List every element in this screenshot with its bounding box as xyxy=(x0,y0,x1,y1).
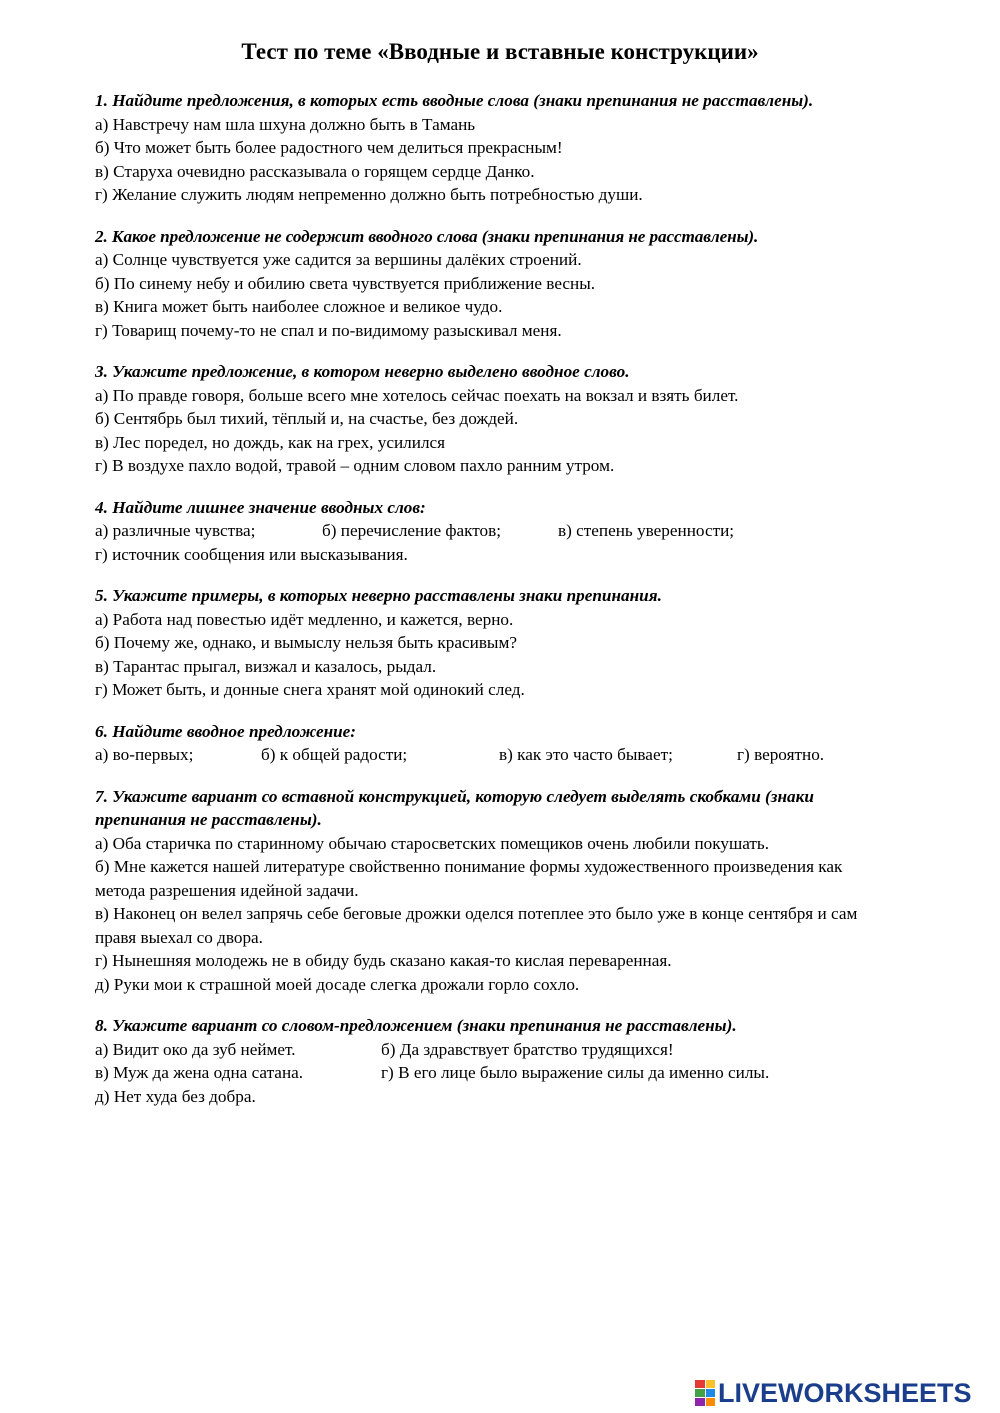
answer-option: а) различные чувства; xyxy=(95,521,256,540)
answer-option: г) Товарищ почему-то не спал и по-видимому разыскивал меня. xyxy=(95,320,562,340)
answer-row xyxy=(95,1061,895,1085)
answer-option: а) Оба старичка по старинному обычаю старосветских помещиков очень любили покушать. xyxy=(95,833,770,853)
question-2 xyxy=(95,225,895,343)
question-heading: 1. Найдите предложения, в которых есть вводные слова (знаки препинания не расставлены). xyxy=(95,91,814,110)
question-3 xyxy=(95,360,895,478)
answer-option: а) По правде говоря, больше всего мне хотелось сейчас поехать на вокзал и взять билет. xyxy=(95,385,739,405)
question-4 xyxy=(95,496,895,567)
question-heading: 3. Укажите предложение, в котором неверно выделено вводное слово. xyxy=(95,362,630,381)
question-heading: 4. Найдите лишнее значение вводных слов: xyxy=(95,497,426,517)
questions-list xyxy=(95,89,895,1126)
answer-option: г) источник сообщения или высказывания. xyxy=(95,544,408,564)
answer-option: б) Сентябрь был тихий, тёплый и, на счастье, без дождей. xyxy=(95,409,519,428)
question-8 xyxy=(95,1014,895,1108)
answer-row xyxy=(95,1038,895,1062)
answer-option: а) Солнце чувствуется уже садится за вершины далёких строений. xyxy=(95,250,582,269)
question-5 xyxy=(95,584,895,702)
answer-option: б) Мне кажется нашей литературе свойственно понимание формы художественного произведения как метода разрешения идейной задачи. xyxy=(95,857,843,900)
answer-option: г) Нынешняя молодежь не в обиду будь сказано какая-то кислая переваренная. xyxy=(95,951,672,970)
answer-option: в) Старуха очевидно рассказывала о горящем сердце Данко. xyxy=(95,161,535,181)
question-heading: 5. Укажите примеры, в которых неверно расставлены знаки препинания. xyxy=(95,586,662,605)
question-6 xyxy=(95,720,895,767)
answer-option: а) Видит око да зуб неймет. xyxy=(95,1039,296,1059)
question-heading: 8. Укажите вариант со словом-предложением (знаки препинания не расставлены). xyxy=(95,1016,737,1035)
answer-option: в) Книга может быть наиболее сложное и великое чудо. xyxy=(95,297,503,316)
answer-option: б) По синему небу и обилию света чувствуется приближение весны. xyxy=(95,273,596,293)
answer-option: б) Что может быть более радостного чем делиться прекрасным! xyxy=(95,138,563,157)
question-heading: 6. Найдите вводное предложение: xyxy=(95,721,357,741)
answer-option: а) во-первых; xyxy=(95,745,194,764)
answer-option: д) Руки мои к страшной моей досаде слегка дрожали горло сохло. xyxy=(95,974,580,994)
answer-option: б) Да здравствует братство трудящихся! xyxy=(381,1039,674,1059)
answer-option: в) степень уверенности; xyxy=(558,521,735,540)
answer-row xyxy=(95,519,895,543)
question-1 xyxy=(95,89,895,207)
answer-option: г) Желание служить людям непременно должно быть потребностью души. xyxy=(95,185,643,204)
answer-option: в) Наконец он велел запрячь себе беговые дрожки оделся потеплее это было уже в конце сентября и сам правя выехал со двора. xyxy=(95,904,858,947)
answer-option: в) как это часто бывает; xyxy=(499,745,673,764)
answer-row xyxy=(95,743,895,767)
liveworksheets-logo xyxy=(695,1378,995,1408)
answer-option: б) к общей радости; xyxy=(261,745,408,764)
logo-text: LIVEWORKSHEETS xyxy=(718,1378,972,1408)
answer-option: в) Лес поредел, но дождь, как на грех, усилился xyxy=(95,432,446,452)
question-heading: 2. Какое предложение не содержит вводного слова (знаки препинания не расставлены). xyxy=(95,226,759,246)
answer-option: б) перечисление фактов; xyxy=(322,521,502,540)
answer-option: г) вероятно. xyxy=(737,745,825,764)
answer-option: г) Может быть, и донные снега хранят мой одинокий след. xyxy=(95,680,525,699)
answer-option: а) Работа над повестью идёт медленно, и кажется, верно. xyxy=(95,609,514,629)
answer-option: д) Нет худа без добра. xyxy=(95,1086,256,1106)
question-7 xyxy=(95,785,895,997)
page-title: Тест по теме «Вводные и вставные конструкции» xyxy=(241,39,759,64)
question-heading: 7. Укажите вариант со вставной конструкцией, которую следует выделять скобками (знаки препинания не расставлены). xyxy=(95,786,814,829)
answer-option: а) Навстречу нам шла шхуна должно быть в Тамань xyxy=(95,114,476,134)
liveworksheets-logo-icon xyxy=(695,1380,715,1406)
answer-option: в) Муж да жена одна сатана. xyxy=(95,1063,304,1082)
answer-option: г) В его лице было выражение силы да именно силы. xyxy=(381,1063,770,1082)
answer-option: б) Почему же, однако, и вымыслу нельзя быть красивым? xyxy=(95,633,517,652)
answer-option: г) В воздухе пахло водой, травой – одним словом пахло ранним утром. xyxy=(95,456,615,475)
answer-option: в) Тарантас прыгал, визжал и казалось, рыдал. xyxy=(95,656,437,676)
